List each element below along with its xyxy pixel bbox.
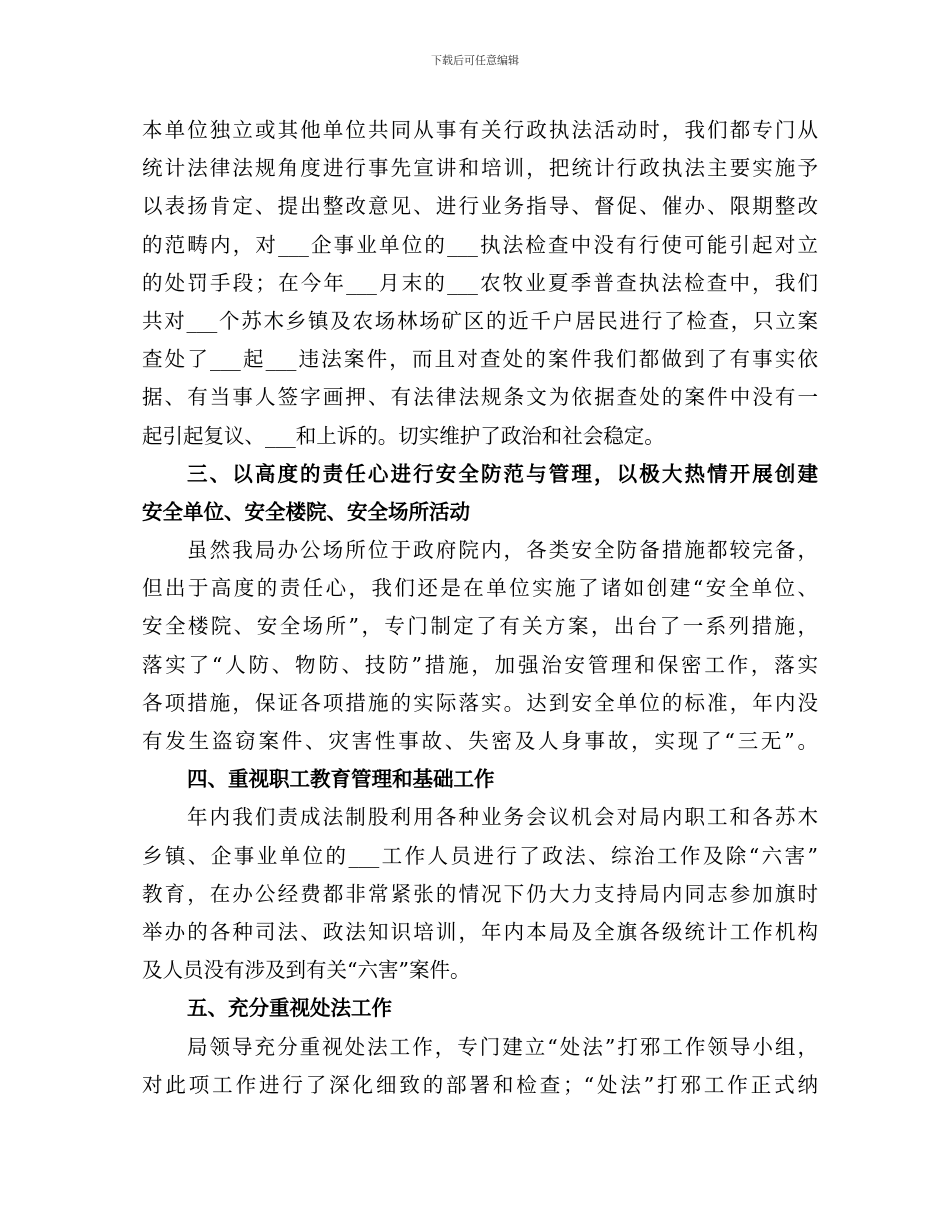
paragraph-line: 起引起复议、___和上诉的。切实维护了政治和社会稳定。 bbox=[142, 423, 665, 448]
section-heading: 四、重视职工教育管理和基础工作 bbox=[187, 767, 495, 792]
paragraph-line: 乡镇、企事业单位的___工作人员进行了政法、综治工作及除“六害” bbox=[142, 843, 818, 868]
paragraph-line: 但出于高度的责任心，我们还是在单位实施了诸如创建“安全单位、 bbox=[142, 576, 818, 601]
paragraph-line: 举办的各种司法、政法知识培训，年内本局及全旗各级统计工作机构 bbox=[142, 919, 818, 944]
section-heading: 安全单位、安全楼院、安全场所活动 bbox=[142, 499, 470, 524]
paragraph-line: 查处了___起___违法案件，而且对查处的案件我们都做到了有事实依 bbox=[142, 347, 818, 372]
paragraph-line: 安全楼院、安全场所”，专门制定了有关方案，出台了一系列措施， bbox=[142, 614, 818, 639]
paragraph-line: 共对___个苏木乡镇及农场林场矿区的近千户居民进行了检查，只立案 bbox=[142, 308, 818, 333]
paragraph-line: 落实了“人防、物防、技防”措施，加强治安管理和保密工作，落实 bbox=[142, 652, 818, 677]
paragraph-line: 统计法律法规角度进行事先宣讲和培训，把统计行政执法主要实施予 bbox=[142, 156, 818, 181]
paragraph-line: 本单位独立或其他单位共同从事有关行政执法活动时，我们都专门从 bbox=[142, 118, 818, 142]
paragraph-line: 对此项工作进行了深化细致的部署和检查；“处法”打邪工作正式纳 bbox=[142, 1072, 818, 1097]
paragraph-line: 年内我们责成法制股利用各种业务会议机会对局内职工和各苏木 bbox=[187, 805, 818, 830]
paragraph-line: 教育，在办公经费都非常紧张的情况下仍大力支持局内同志参加旗时 bbox=[142, 881, 818, 906]
paragraph-line: 及人员没有涉及到有关“六害”案件。 bbox=[142, 958, 471, 983]
paragraph-line: 据、有当事人签字画押、有法律法规条文为依据查处的案件中没有一 bbox=[142, 385, 818, 410]
section-heading: 三、以高度的责任心进行安全防范与管理，以极大热情开展创建 bbox=[187, 461, 818, 486]
paragraph-line: 各项措施，保证各项措施的实际落实。达到安全单位的标准，年内没 bbox=[142, 690, 818, 715]
paragraph-line: 虽然我局办公场所位于政府院内，各类安全防备措施都较完备， bbox=[187, 538, 818, 563]
paragraph-line: 以表扬肯定、提出整改意见、进行业务指导、督促、催办、限期整改 bbox=[142, 194, 818, 219]
paragraph-line: 的范畴内，对___企事业单位的___执法检查中没有行使可能引起对立 bbox=[142, 232, 818, 257]
document-body bbox=[142, 111, 818, 1104]
section-heading: 五、充分重视处法工作 bbox=[187, 996, 392, 1021]
page-header: 下载后可任意编辑 bbox=[431, 54, 519, 67]
paragraph-line: 的处罚手段；在今年___月末的___农牧业夏季普查执法检查中，我们 bbox=[142, 270, 818, 295]
paragraph-line: 有发生盗窃案件、灾害性事故、失密及人身事故，实现了“三无”。 bbox=[142, 729, 818, 753]
paragraph-line: 局领导充分重视处法工作，专门建立“处法”打邪工作领导小组， bbox=[187, 1034, 818, 1059]
